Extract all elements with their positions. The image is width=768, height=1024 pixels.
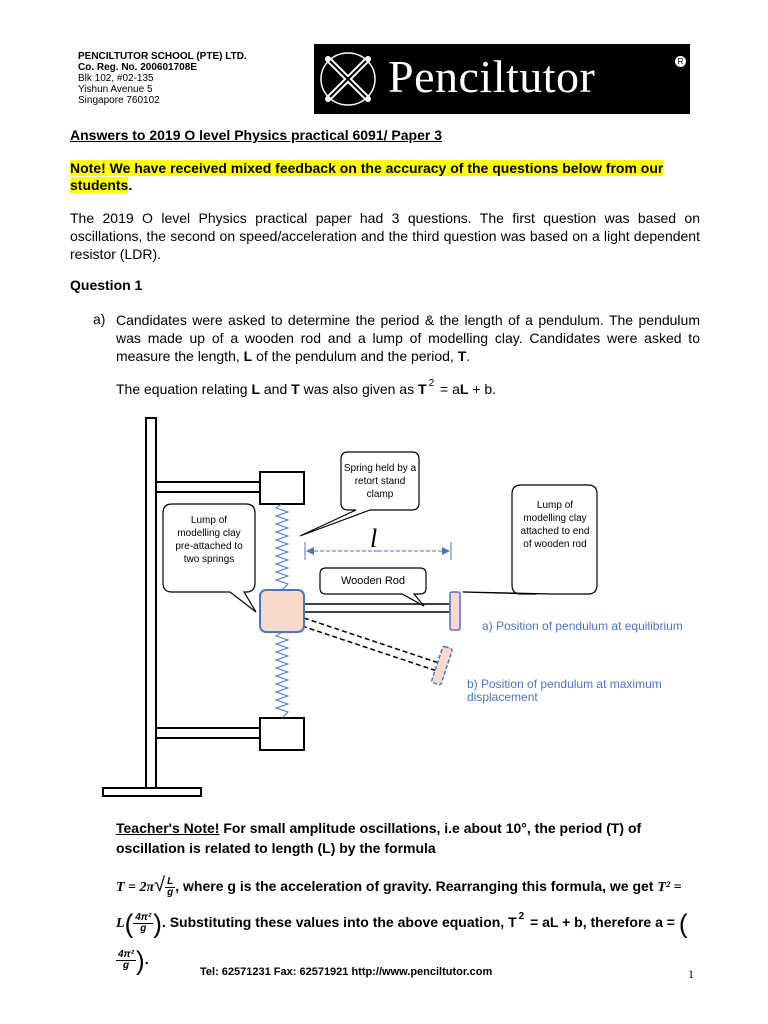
tn-text-2: , where g is the acceleration of gravity. Rearranging this formula, we get — [175, 878, 658, 894]
frac-num-2: 4π² — [118, 948, 135, 960]
teachers-note-label: Teacher's Note! — [116, 820, 220, 836]
note-highlight: Note! We have received mixed feedback on the accuracy of the questions below from our students — [70, 160, 664, 193]
company-name: PENCILTUTOR SCHOOL (PTE) LTD. — [78, 51, 247, 62]
caption-max-displacement: b) Position of pendulum at maximum displacement — [467, 677, 662, 704]
callout-spring-text: Spring held by a retort stand clamp — [343, 463, 417, 500]
fraction-1 — [133, 913, 153, 934]
formula-rearranged: T² = L — [116, 880, 682, 931]
upper-clamp-arm — [156, 482, 260, 492]
tn-sup: 2 — [518, 911, 525, 922]
lower-clamp — [260, 718, 304, 750]
callout-clay-left-text: Lump of modelling clay pre-attached to two springs — [175, 515, 243, 565]
callout-clay-right-text: Lump of modelling clay attached to end of wooden rod — [520, 500, 590, 550]
intro-paragraph: The 2019 O level Physics practical paper had 3 questions. The first question was based on oscillations, the second on speed/acceleration and the third question was based on a light dependent resistor (LDR). — [70, 210, 700, 262]
item-letter: a) — [93, 311, 106, 327]
question-a-text — [116, 311, 700, 365]
lower-clamp-arm — [156, 728, 260, 738]
displaced-end-clay — [431, 646, 452, 685]
equation-line — [116, 378, 497, 397]
rod-label-text: Wooden Rod — [340, 575, 405, 587]
note-end: . — [128, 177, 133, 193]
page-title: Answers to 2019 O level Physics practical 6091/ Paper 3 — [70, 127, 442, 143]
formula-period: T = 2π — [116, 880, 155, 895]
eq-L: L — [251, 381, 260, 397]
rod-end-clay — [450, 592, 460, 630]
frac-den-2: g — [122, 959, 130, 971]
eq-text-3: = a — [436, 381, 460, 397]
fraction-2 — [116, 950, 136, 971]
paren-open: ( — [124, 908, 134, 939]
question-1-heading: Question 1 — [70, 277, 143, 293]
paren-close-2: ) — [136, 945, 145, 976]
footer-contact: Tel: 62571231 Fax: 62571921 http://www.penciltutor.com — [200, 966, 493, 978]
eq-text-4: + b. — [468, 381, 497, 397]
tn-text-1: For small amplitude oscillations, i.e about 10°, the period (T) of oscillation is related to length (L) by the formula — [116, 820, 642, 856]
eq-text-1: The equation relating — [116, 381, 252, 397]
teachers-note-formulas — [116, 868, 700, 977]
qa-text-1: Candidates were asked to determine the period & the length of a pendulum. The pendulum was made up of a wooden rod and a lump of modelling clay. Candidates were asked to measure the length, — [116, 312, 700, 364]
frac-num-1: 4π² — [135, 911, 152, 923]
pivot-clay — [260, 590, 304, 632]
qa-text-3: . — [466, 348, 471, 364]
tn-text-3: . Substituting these values into the above equation, T — [161, 914, 517, 930]
upper-clamp — [260, 472, 304, 504]
address-line-3: Singapore 760102 — [78, 95, 160, 106]
eq-L2: L — [459, 381, 469, 397]
sqrt-den: g — [167, 886, 174, 898]
stand-base — [103, 788, 201, 796]
note — [70, 160, 702, 194]
teachers-note — [116, 818, 700, 977]
frac-den-1: g — [140, 922, 147, 934]
upper-spring — [276, 504, 288, 590]
lower-spring — [276, 632, 288, 718]
length-symbol: l — [370, 524, 378, 553]
eq-T2: T — [418, 381, 427, 397]
paren-close: ) — [153, 908, 162, 939]
sqrt-fraction — [165, 877, 175, 898]
tn-end: . — [144, 951, 149, 967]
penciltutor-logo — [314, 44, 690, 114]
displaced-rod-top — [304, 618, 442, 664]
sqrt-num: L — [167, 875, 174, 887]
address-line-2: Yishun Avenue 5 — [78, 84, 153, 95]
tn-text-4: = aL + b, therefore a = — [526, 914, 679, 930]
teachers-note-line-1 — [116, 818, 700, 858]
crossed-pencils-icon — [316, 44, 380, 114]
eq-T: T — [291, 381, 300, 397]
wooden-rod — [304, 604, 450, 612]
logo-text: Penciltutor — [388, 51, 596, 102]
qa-L: L — [243, 348, 253, 364]
page-number: 1 — [688, 967, 694, 981]
eq-and: and — [260, 381, 292, 397]
address-line-1: Blk 102, #02-135 — [78, 73, 154, 84]
sqrt-sign: √ — [154, 874, 166, 896]
eq-sup: 2 — [428, 378, 435, 389]
eq-text-2: was also given as — [299, 381, 418, 397]
paren-open-2: ( — [678, 908, 688, 939]
company-reg: Co. Reg. No. 200601708E — [78, 62, 197, 73]
stand-pole — [146, 418, 156, 788]
displaced-rod-bottom — [302, 626, 440, 672]
registered-mark: R — [675, 56, 686, 67]
qa-text-2: of the pendulum and the period, — [252, 348, 458, 364]
caption-equilibrium: a) Position of pendulum at equilibrium — [482, 619, 683, 633]
qa-T: T — [457, 348, 467, 364]
